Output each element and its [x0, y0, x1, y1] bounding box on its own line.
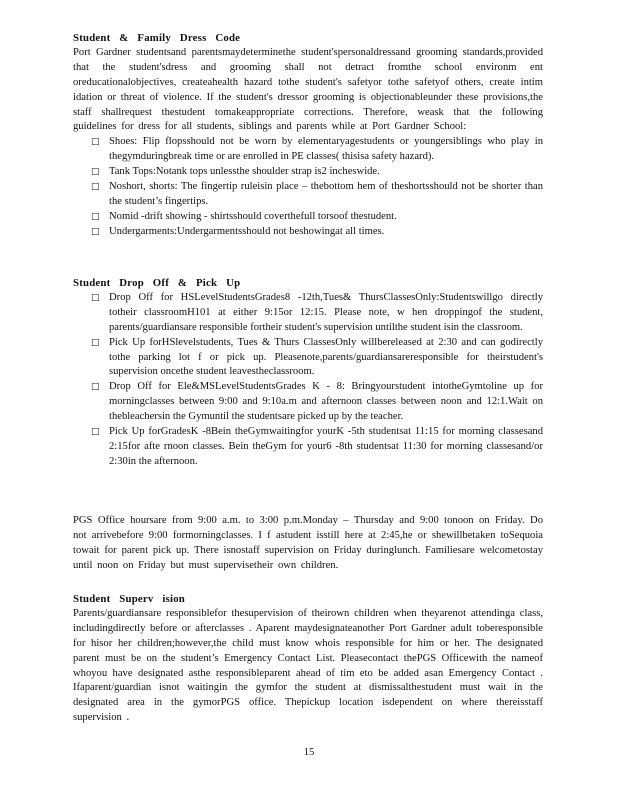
dress-code-heading: Student & Family Dress Code [73, 32, 241, 44]
dress-code-section [73, 31, 543, 240]
bullet-icon: □ [91, 292, 100, 303]
drop-off-list [73, 291, 543, 470]
drop-off-heading: Student Drop Off & Pick Up [73, 277, 241, 289]
bullet-icon: □ [91, 337, 100, 348]
list-item: □ Shoes: Flip flopsshould not be worn by elementaryagestudents or youngersiblings who play in thegymduringbreak time or are enrolled in PE classes( thisisa safety hazard). [91, 136, 543, 163]
list-item: □ Drop Off for Ele&MSLevelStudentsGrades K - 8: Bringyourstudent intotheGymtoline up for morningclasses between 9:00 and 9:10a.m and afternoon classes between noon and 12:1.Wait on thebleachersin the Gymuntil the studentsare picked up by the teacher. [91, 381, 543, 423]
list-item: □ Pick Up forGradesK -8Bein theGymwaitingfor yourK -5th studentsat 11:15 for morning classesand 2:15for afte rnoon classes. Bein theGym for your6 -8th studentsat 11:30 for morning classesand/or 2:30in the afternoon. [91, 426, 543, 467]
bullet-icon: □ [91, 211, 100, 222]
bullet-icon: □ [91, 182, 100, 193]
office-hours-note: PGS Office hoursare from 9:00 a.m. to 3:00 p.m.Monday – Thursday and 9:00 tonoon on Friday. Do not arrivebefore 9:00 formorningclasses. I f astudent isstill here at 2:45,he or shewillbetaken toSequoia towait for parent pick up. There isnostaff supervision on Friday duringlunch. Familiesare welcometostay until noon on Friday but must supervisetheir own children. [73, 515, 543, 571]
list-item: □ Pick Up forHSlevelstudents, Tues & Thurs ClassesOnly willbereleased at 2:30 and can godirectly tothe parking lot f or pick up. Pleasenote,parents/guardiansareresponsible for theirstudent's supervision oncethe student leavestheclassroom. [91, 336, 543, 378]
dress-code-list [73, 135, 543, 239]
bullet-icon: □ [91, 137, 100, 148]
list-item: □ Undergarments:Undergarmentsshould not beshowingat all times. [73, 225, 543, 240]
office-hours-section [73, 514, 543, 574]
drop-off-section [73, 276, 543, 470]
supervision-heading: Student Superv ision [73, 593, 186, 605]
bullet-icon: □ [91, 167, 100, 178]
list-item: □ Tank Tops:Notank tops unlessthe shoulder strap is2 incheswide. [73, 165, 543, 180]
bullet-icon: □ [91, 427, 100, 438]
dress-code-intro: Port Gardner studentsand parentsmaydeterminethe student'spersonaldressand grooming standards,provided that the student'sdress and grooming shall not detract fromthe school environm ent oreducationalobjectives, createahealth hazard tothe student's safetyor tothe safetyof others, create intim idation or threat of violence. If the student's dressor grooming is objectionableunder these provisions,the staff shallrequest thestudent tomakeappropriate corrections. Therefore, weask that the following guidelines for dress for all students, siblings and parents while at Port Gardner School: [73, 46, 543, 133]
page-number: 15 [303, 746, 315, 758]
list-item: □ Noshort, shorts: The fingertip ruleisin place – thebottom hem of theshortsshould not be shorter than the student’s fingertips. [91, 181, 543, 207]
supervision-section [73, 592, 543, 726]
list-item: □ Drop Off for HSLevelStudentsGrades8 -12th,Tues& ThursClassesOnly:Studentswillgo directly totheir classroomH101 at either 9:15or 12:15. Please note, w hen droppingof the student, parents/guardiansare responsible fortheir student's supervision untilthe student isin the classroom. [91, 291, 543, 333]
bullet-icon: □ [91, 382, 100, 393]
list-item: □ Nomid -drift showing - shirtsshould coverthefull torsoof thestudent. [73, 210, 543, 225]
supervision-body: Parents/guardiansare responsiblefor thesupervision of theirown children when theyarenot attendinga class, includingdirectly before or afterclasses . Aparent maydesignateanother Port Gardner adult toberesponsible for hisor her children;however,the child must know whois responsible for him or her. The designated parent must be on the student’s Emergency Contact List. Pleasecontact thePGS Officewith the nameof whoyou have designated asthe responsibleparent ahead of tim eto be added asan Emergency Contact . Ifaparent/guardian isnot waitingin the gymfor the student at dismissalthestudent must wait in the designated area in the gymorPGS office. Thepickup location isdependent on where thereisstaff supervision . [73, 607, 543, 724]
bullet-icon: □ [91, 226, 100, 237]
